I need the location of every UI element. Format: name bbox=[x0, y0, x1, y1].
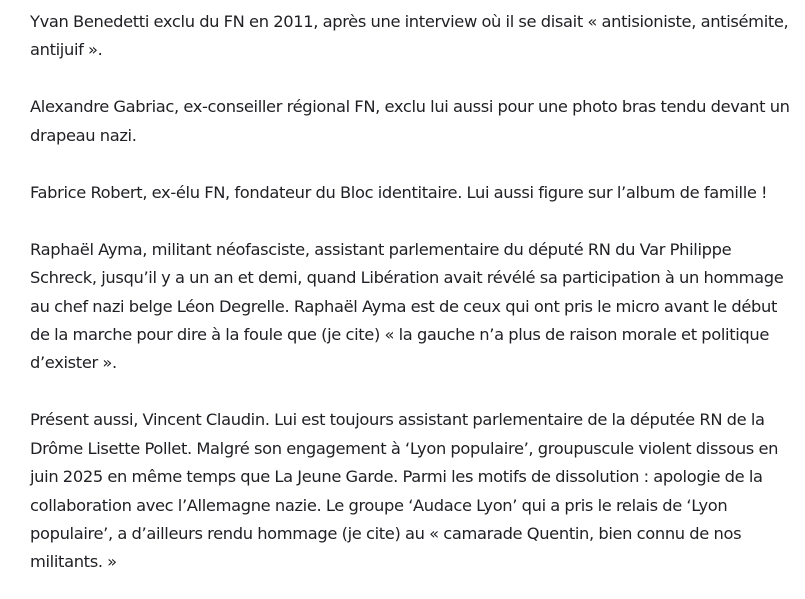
paragraph-robert: Fabrice Robert, ex-élu FN, fondateur du Bloc identitaire. Lui aussi figure sur l’album de famille ! bbox=[30, 182, 768, 202]
article-body bbox=[30, 8, 790, 577]
paragraph-claudin: Présent aussi, Vincent Claudin. Lui est toujours assistant parlementaire de la députée RN de la Drôme Lisette Pollet. Malgré son engagement à ‘Lyon populaire’, groupuscule violent dissous en juin 2025 en même temps que La Jeune Garde. Parmi les motifs de dissolution : apologie de la collaboration avec l’Allemagne nazie. Le groupe ‘Audace Lyon’ qui a pris le relais de ‘Lyon populaire’, a d’ailleurs rendu hommage (je cite) au « camarade Quentin, bien connu de nos militants. » bbox=[30, 410, 779, 572]
paragraph-benedetti: Yvan Benedetti exclu du FN en 2011, après une interview où il se disait « antisioniste, antisémite, antijuif ». bbox=[30, 12, 789, 60]
paragraph-gabriac: Alexandre Gabriac, ex-conseiller régional FN, exclu lui aussi pour une photo bras tendu devant un drapeau nazi. bbox=[30, 97, 790, 145]
paragraph-ayma: Raphaël Ayma, militant néofasciste, assistant parlementaire du député RN du Var Philippe Schreck, jusqu’il y a un an et demi, quand Libération avait révélé sa participation à un hommage au chef nazi belge Léon Degrelle. Raphaël Ayma est de ceux qui ont pris le micro avant le début de la marche pour dire à la foule que (je cite) « la gauche n’a plus de raison morale et politique d’exister ». bbox=[30, 239, 784, 373]
